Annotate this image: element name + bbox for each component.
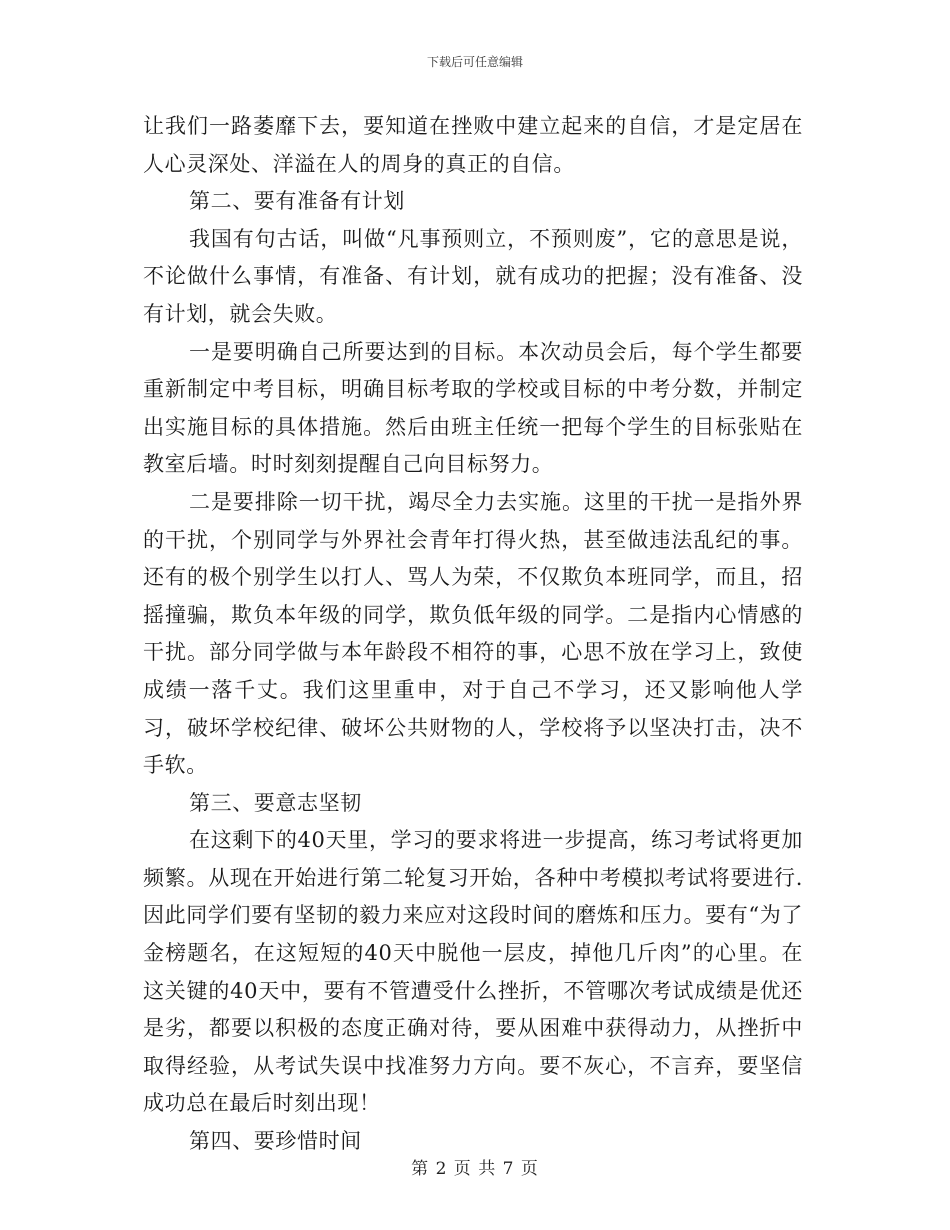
section-heading-3: 第三、要意志坚韧 <box>189 790 362 815</box>
section-heading-4: 第四、要珍惜时间 <box>189 1129 362 1154</box>
page-number-footer: 第 2 页 共 7 页 <box>411 1159 539 1179</box>
paragraph-4: 一是要明确自己所要达到的目标。本次动员会后，每个学生都要重新制定中考目标，明确目标考取的学校或目标的中考分数，并制定出实施目标的具体措施。然后由班主任统一把每个学生的目标张贴在教室后墙。时时刻刻提醒自己向目标努力。 <box>143 339 803 477</box>
section-heading-2: 第二、要有准备有计划 <box>189 189 405 214</box>
page-header-note: 下载后可任意编辑 <box>426 55 523 69</box>
paragraph-7: 在这剩下的40天里，学习的要求将进一步提高，练习考试将更加频繁。从现在开始进行第二轮复习开始，各种中考模拟考试将要进行.因此同学们要有坚韧的毅力来应对这段时间的磨炼和压力。要有“为了金榜题名，在这短短的40天中脱他一层皮，掉他几斤肉”的心里。在这关键的40天中，要有不管遭受什么挫折，不管哪次考试成绩是优还是劣，都要以积极的态度正确对待，要从困难中获得动力，从挫折中取得经验，从考试失误中找准努力方向。要不灰心，不言弃，要坚信成功总在最后时刻出现！ <box>143 828 803 1116</box>
paragraph-1: 让我们一路萎靡下去，要知道在挫败中建立起来的自信，才是定居在人心灵深处、洋溢在人的周身的真正的自信。 <box>143 114 803 176</box>
paragraph-3: 我国有句古话，叫做“凡事预则立，不预则废”，它的意思是说，不论做什么事情，有准备、有计划，就有成功的把握；没有准备、没有计划，就会失败。 <box>143 226 803 326</box>
document-body <box>143 108 803 1161</box>
paragraph-5: 二是要排除一切干扰，竭尽全力去实施。这里的干扰一是指外界的干扰，个别同学与外界社会青年打得火热，甚至做违法乱纪的事。还有的极个别学生以打人、骂人为荣，不仅欺负本班同学，而且，招摇撞骗，欺负本年级的同学，欺负低年级的同学。二是指内心情感的干扰。部分同学做与本年龄段不相符的事，心思不放在学习上，致使成绩一落千丈。我们这里重申，对于自己不学习，还又影响他人学习，破坏学校纪律、破坏公共财物的人，学校将予以坚决打击，决不手软。 <box>143 489 803 778</box>
